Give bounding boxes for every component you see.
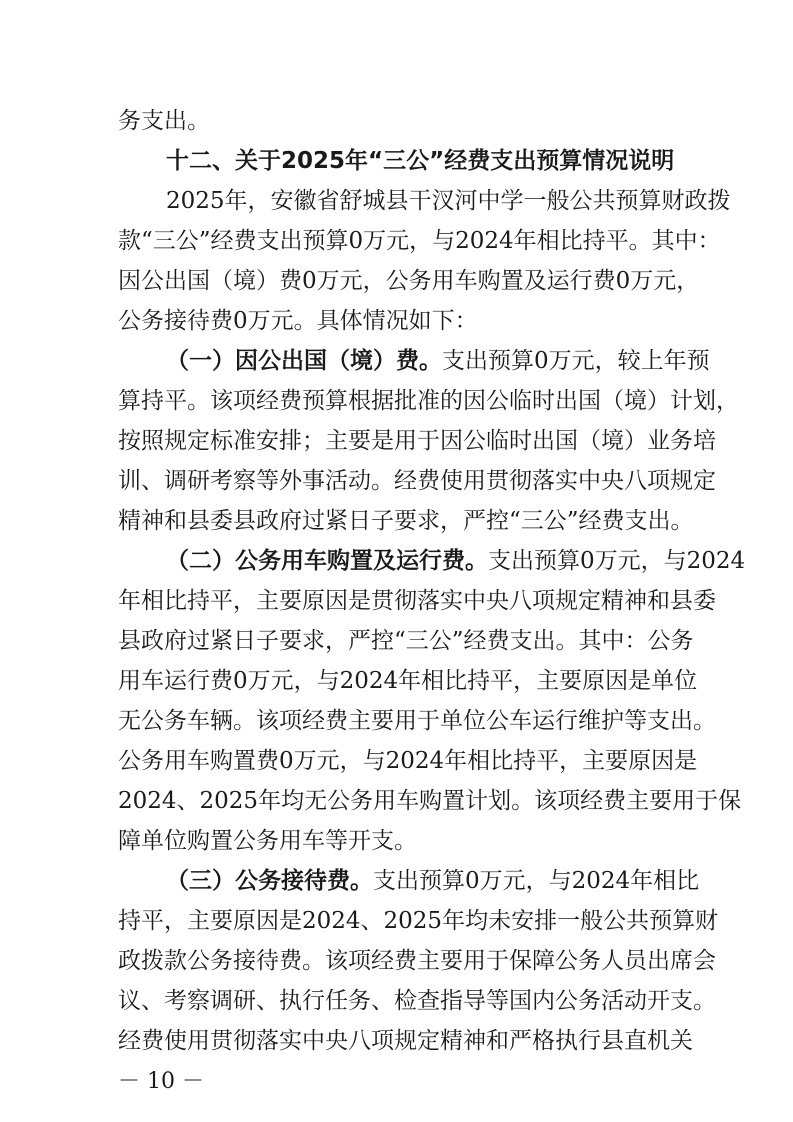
subsection-line [166, 346, 710, 376]
subsection-line [166, 546, 746, 576]
text-line: 精神和县委县政府过紧日子要求，严控“三公”经费支出。 [118, 508, 694, 534]
text-line: 算持平。该项经费预算根据批准的因公临时出国（境）计划， [118, 388, 739, 414]
text-line: 务支出。 [118, 108, 210, 134]
text-line: 公务用车购置费0万元，与2024年相比持平，主要原因是 [118, 748, 698, 774]
text-line: 公务接待费0万元。具体情况如下： [118, 308, 478, 334]
text-line: 2024、2025年均无公务用车购置计划。该项经费主要用于保 [118, 788, 742, 814]
text-line: 政拨款公务接待费。该项经费主要用于保障公务人员出席会 [118, 948, 716, 974]
page-number: － 10 － [118, 1069, 204, 1094]
text-line: 持平，主要原因是2024、2025年均未安排一般公共预算财 [118, 908, 719, 934]
text-line: 议、考察调研、执行任务、检查指导等国内公务活动开支。 [118, 988, 716, 1014]
text-line: 障单位购置公务用车等开支。 [118, 828, 417, 854]
text-span: 支出预算0万元，与2024 [488, 548, 746, 574]
text-line: 年相比持平，主要原因是贯彻落实中央八项规定精神和县委 [118, 588, 716, 614]
subsection-title: （二）公务用车购置及运行费。 [166, 548, 488, 574]
text-line: 无公务车辆。该项经费主要用于单位公车运行维护等支出。 [118, 708, 716, 734]
subsection-line [166, 866, 700, 896]
subsection-title: （一）因公出国（境）费。 [166, 348, 442, 374]
text-span: 支出预算0万元，与2024年相比 [373, 868, 700, 894]
text-line: 款“三公”经费支出预算0万元，与2024年相比持平。其中： [118, 228, 721, 254]
text-span: 支出预算0万元，较上年预 [442, 348, 710, 374]
section-heading: 十二、关于2025年“三公”经费支出预算情况说明 [166, 148, 675, 174]
text-line: 用车运行费0万元，与2024年相比持平，主要原因是单位 [118, 668, 698, 694]
text-line: 经费使用贯彻落实中央八项规定精神和严格执行县直机关 [118, 1028, 693, 1054]
text-line: 2025年，安徽省舒城县干汊河中学一般公共预算财政拨 [166, 188, 731, 214]
subsection-title: （三）公务接待费。 [166, 868, 373, 894]
text-line: 县政府过紧日子要求，严控“三公”经费支出。其中：公务 [118, 628, 694, 654]
text-line: 按照规定标准安排；主要是用于因公临时出国（境）业务培 [118, 428, 716, 454]
text-line: 因公出国（境）费0万元，公务用车购置及运行费0万元， [118, 268, 700, 294]
text-line: 训、调研考察等外事活动。经费使用贯彻落实中央八项规定 [118, 468, 716, 494]
